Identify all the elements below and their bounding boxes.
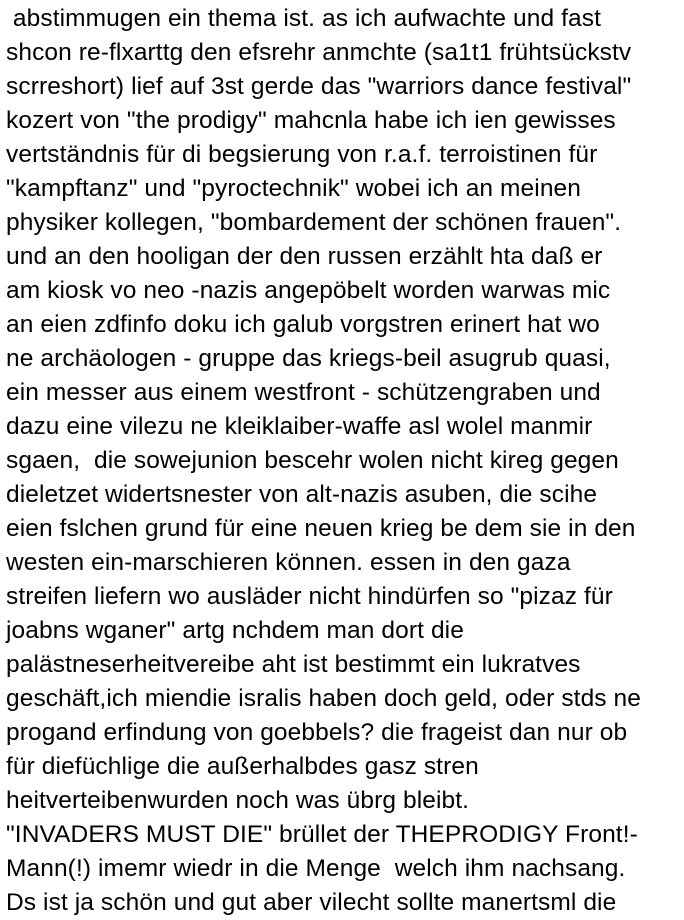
text-line-25: "INVADERS MUST DIE" brüllet der THEPRODIGY Front!- — [6, 821, 638, 848]
text-line-1: abstimmugen ein thema ist. as ich aufwachte und fast — [6, 5, 601, 32]
text-line-24: heitverteibenwurden noch was übrg bleibt. — [6, 787, 470, 814]
text-line-27: Ds ist ja schön und gut aber vilecht sollte manertsml die — [6, 889, 617, 916]
text-line-21: geschäft,ich miendie isralis haben doch geld, oder stds ne — [6, 685, 642, 712]
text-line-5: vertständnis für di begsierung von r.a.f. terroistinen für — [6, 141, 598, 168]
text-line-6: "kampftanz" und "pyroctechnik" wobei ich an meinen — [6, 175, 582, 202]
text-line-18: streifen liefern wo ausläder nicht hindürfen so "pizaz für — [6, 583, 613, 610]
text-line-3: scrreshort) lief auf 3st gerde das "warriors dance festival" — [6, 73, 632, 100]
text-line-23: für diefüchlige die außerhalbdes gasz stren — [6, 753, 479, 780]
text-line-4: kozert von "the prodigy" mahcnla habe ich ien gewisses — [6, 107, 616, 134]
text-line-20: palästneserheitvereibe aht ist bestimmt ein lukratves — [6, 651, 581, 678]
text-line-8: und an den hooligan der den russen erzählt hta daß er — [6, 243, 603, 270]
text-line-12: ein messer aus einem westfront - schützengraben und — [6, 379, 601, 406]
text-line-26: Mann(!) imemr wiedr in die Menge welch ihm nachsang. — [6, 855, 626, 882]
text-line-13: dazu eine vilezu ne kleiklaiber-waffe asl wolel manmir — [6, 413, 593, 440]
text-line-14: sgaen, die sowejunion bescehr wolen nicht kireg gegen — [6, 447, 619, 474]
text-line-15: dieletzet widertsnester von alt-nazis asuben, die scihe — [6, 481, 598, 508]
text-line-16: eien fslchen grund für eine neuen krieg be dem sie in den — [6, 515, 636, 542]
text-line-9: am kiosk vo neo -nazis angepöbelt worden warwas mic — [6, 277, 611, 304]
text-line-2: shcon re-flxarttg den efsrehr anmchte (sa1t1 frühtsückstv — [6, 39, 632, 66]
text-line-19: joabns wganer" artg nchdem man dort die — [6, 617, 464, 644]
text-line-17: westen ein-marschieren können. essen in den gaza — [6, 549, 571, 576]
text-line-7: physiker kollegen, "bombardement der schönen frauen". — [6, 209, 622, 236]
text-line-11: ne archäologen - gruppe das kriegs-beil asugrub quasi, — [6, 345, 611, 372]
text-line-10: an eien zdfinfo doku ich galub vorgstren erinert hat wo — [6, 311, 600, 338]
text-line-22: progand erfindung von goebbels? die frageist dan nur ob — [6, 719, 628, 746]
